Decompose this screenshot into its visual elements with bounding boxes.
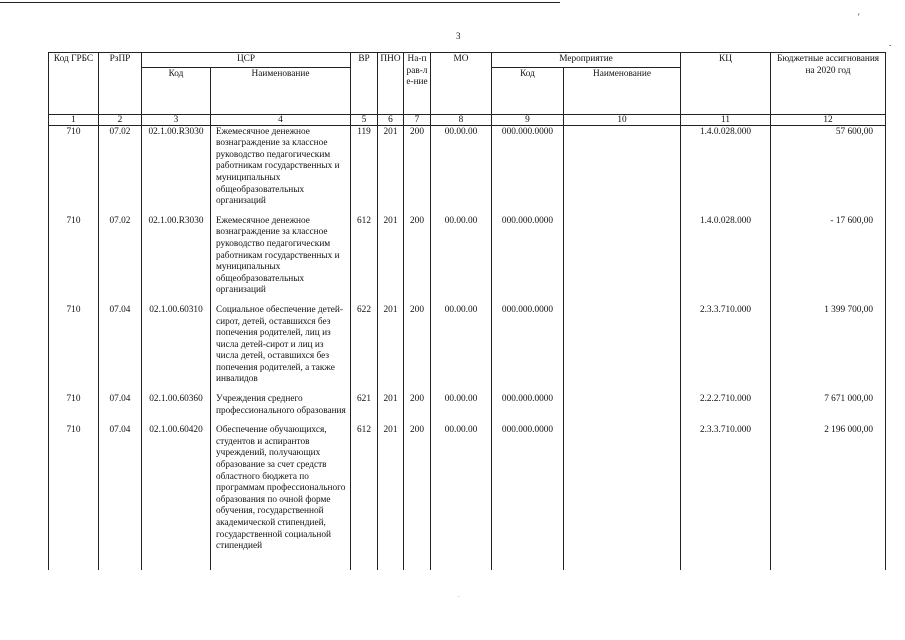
cell-amount: 1 399 700,00 <box>771 304 886 393</box>
cell-csr-kod: 02.1.00.R3030 <box>142 215 211 304</box>
header-mo: МО <box>431 53 492 115</box>
header-rzpr: РзПР <box>99 53 142 115</box>
cell-grbs: 710 <box>49 424 99 560</box>
cell-csr-name: Ежемесячное денежное вознаграждение за классное руководство педагогическим работникам государственных и муниципальных общеобразовательных организаций <box>211 125 351 215</box>
column-number: 5 <box>351 114 378 125</box>
cell-csr-name: Учреждения среднего профессионального образования <box>211 393 351 424</box>
cell-grbs: 710 <box>49 304 99 393</box>
cell-napravlenie: 200 <box>404 304 431 393</box>
filler-cell <box>431 560 492 570</box>
cell-csr-kod: 02.1.00.60420 <box>142 424 211 560</box>
scan-mark: . <box>458 591 460 599</box>
column-numbers-row <box>49 114 886 125</box>
filler-cell <box>49 560 99 570</box>
table-row <box>49 393 886 424</box>
header-napravlenie: На-прав-ле-ние <box>404 53 431 115</box>
header-pno: ПНО <box>378 53 404 115</box>
cell-pno: 201 <box>378 304 404 393</box>
filler-cell <box>351 560 378 570</box>
cell-amount: 7 671 000,00 <box>771 393 886 424</box>
header-csr-kod: Код <box>142 67 211 114</box>
cell-pno: 201 <box>378 125 404 215</box>
column-number: 2 <box>99 114 142 125</box>
table-row <box>49 125 886 215</box>
header-meropriyatie: Мероприятие <box>492 53 681 68</box>
cell-pno: 201 <box>378 393 404 424</box>
header-vr: ВР <box>351 53 378 115</box>
filler-row <box>49 560 886 570</box>
cell-mo: 00.00.00 <box>431 304 492 393</box>
scan-mark: ' <box>858 12 860 22</box>
cell-vr: 621 <box>351 393 378 424</box>
column-number: 11 <box>681 114 771 125</box>
cell-csr-kod: 02.1.00.60310 <box>142 304 211 393</box>
cell-csr-name: Социальное обеспечение детей-сирот, детей, оставшихся без попечения родителей, лиц из числа детей-сирот и лиц из числа детей, оставшихся без попечения родителей, а также инвалидов <box>211 304 351 393</box>
cell-mo: 00.00.00 <box>431 424 492 560</box>
cell-vr: 612 <box>351 424 378 560</box>
cell-kc: 1.4.0.028.000 <box>681 125 771 215</box>
scan-mark: . <box>889 38 892 48</box>
cell-napravlenie: 200 <box>404 424 431 560</box>
filler-cell <box>492 560 564 570</box>
column-number: 1 <box>49 114 99 125</box>
filler-cell <box>771 560 886 570</box>
cell-pno: 201 <box>378 215 404 304</box>
filler-cell <box>564 560 681 570</box>
cell-grbs: 710 <box>49 215 99 304</box>
cell-mer-name <box>564 125 681 215</box>
cell-rzpr: 07.04 <box>99 304 142 393</box>
cell-mo: 00.00.00 <box>431 125 492 215</box>
cell-mer-kod: 000.000.0000 <box>492 424 564 560</box>
cell-mer-kod: 000.000.0000 <box>492 393 564 424</box>
cell-mer-name <box>564 393 681 424</box>
cell-kc: 2.2.2.710.000 <box>681 393 771 424</box>
cell-amount: 57 600,00 <box>771 125 886 215</box>
cell-mo: 00.00.00 <box>431 393 492 424</box>
cell-grbs: 710 <box>49 393 99 424</box>
cell-kc: 2.3.3.710.000 <box>681 424 771 560</box>
column-number: 6 <box>378 114 404 125</box>
filler-cell <box>99 560 142 570</box>
cell-mer-name <box>564 304 681 393</box>
filler-cell <box>681 560 771 570</box>
column-number: 7 <box>404 114 431 125</box>
cell-kc: 1.4.0.028.000 <box>681 215 771 304</box>
cell-vr: 622 <box>351 304 378 393</box>
column-number: 9 <box>492 114 564 125</box>
cell-vr: 612 <box>351 215 378 304</box>
header-mer-name: Наименование <box>564 67 681 114</box>
header-kc: КЦ <box>681 53 771 115</box>
cell-napravlenie: 200 <box>404 125 431 215</box>
cell-napravlenie: 200 <box>404 393 431 424</box>
cell-csr-name: Ежемесячное денежное вознаграждение за классное руководство педагогическим работникам государственных и муниципальных общеобразовательных организаций <box>211 215 351 304</box>
header-row <box>49 53 886 68</box>
cell-rzpr: 07.02 <box>99 125 142 215</box>
cell-mer-kod: 000.000.0000 <box>492 215 564 304</box>
filler-cell <box>211 560 351 570</box>
cell-amount: 2 196 000,00 <box>771 424 886 560</box>
cell-vr: 119 <box>351 125 378 215</box>
cell-mer-name <box>564 215 681 304</box>
cell-csr-name: Обеспечение обучающихся, студентов и аспирантов учреждений, получающих образование за счет средств областного бюджета по программам профессионального образования по очной форме обучения, государственной академической стипендией, государственной социальной стипендией <box>211 424 351 560</box>
cell-mer-name <box>564 424 681 560</box>
header-mer-kod: Код <box>492 67 564 114</box>
cell-pno: 201 <box>378 424 404 560</box>
cell-mo: 00.00.00 <box>431 215 492 304</box>
header-kod-grbs: Код ГРБС <box>49 53 99 115</box>
column-number: 12 <box>771 114 886 125</box>
header-budget: Бюджетные ассигнования на 2020 год <box>771 53 886 115</box>
page-number: 3 <box>456 31 461 41</box>
header-csr: ЦСР <box>142 53 351 68</box>
table-row <box>49 304 886 393</box>
cell-amount: - 17 600,00 <box>771 215 886 304</box>
table-row <box>49 424 886 560</box>
column-number: 8 <box>431 114 492 125</box>
cell-grbs: 710 <box>49 125 99 215</box>
filler-cell <box>378 560 404 570</box>
cell-rzpr: 07.02 <box>99 215 142 304</box>
column-number: 10 <box>564 114 681 125</box>
cell-napravlenie: 200 <box>404 215 431 304</box>
column-number: 4 <box>211 114 351 125</box>
cell-mer-kod: 000.000.0000 <box>492 304 564 393</box>
cell-mer-kod: 000.000.0000 <box>492 125 564 215</box>
cell-rzpr: 07.04 <box>99 424 142 560</box>
cell-rzpr: 07.04 <box>99 393 142 424</box>
budget-table <box>48 52 886 570</box>
table-row <box>49 215 886 304</box>
filler-cell <box>404 560 431 570</box>
column-number: 3 <box>142 114 211 125</box>
top-rule <box>0 2 560 3</box>
filler-cell <box>142 560 211 570</box>
cell-csr-kod: 02.1.00.60360 <box>142 393 211 424</box>
cell-kc: 2.3.3.710.000 <box>681 304 771 393</box>
cell-csr-kod: 02.1.00.R3030 <box>142 125 211 215</box>
table-body <box>49 125 886 570</box>
header-csr-name: Наименование <box>211 67 351 114</box>
